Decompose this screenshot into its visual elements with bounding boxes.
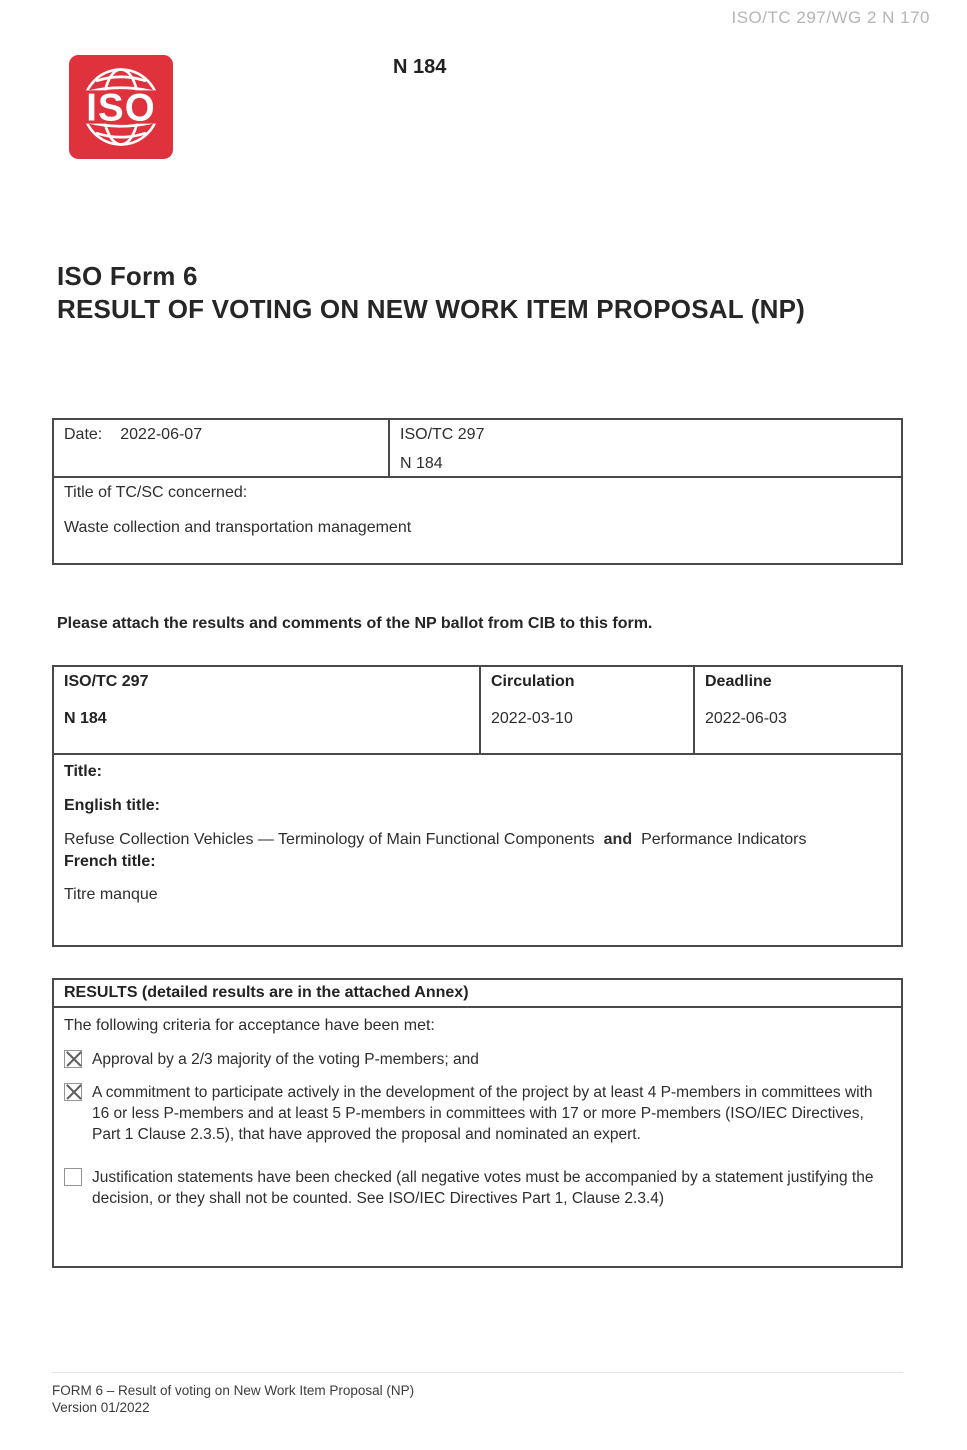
footer: [52, 1382, 414, 1416]
iso-logo: [64, 55, 178, 159]
tc-title-label: Title of TC/SC concerned:: [64, 484, 248, 501]
circulation-cell: [481, 667, 695, 753]
english-title-value: Refuse Collection Vehicles — Terminology of Main Functional Components and Performance Indicators: [64, 831, 807, 848]
justification-checkbox[interactable]: [64, 1168, 82, 1186]
date-value: 2022-06-07: [120, 426, 203, 443]
criterion-text: Justification statements have been checked (all negative votes must be accompanied by a statement justifying the decision, or they shall not be counted. See ISO/IEC Directives Part 1, Clause 2.3.4): [92, 1169, 874, 1207]
document-reference: ISO/TC 297/WG 2 N 170: [731, 8, 930, 27]
form-name: ISO Form 6: [57, 261, 198, 291]
french-title-label: French title:: [64, 853, 156, 870]
date-label: Date:: [64, 426, 103, 443]
english-title-label: English title:: [64, 797, 160, 814]
english-title-and: and: [603, 831, 633, 848]
ballot-committee: ISO/TC 297: [64, 673, 149, 690]
titles-cell: [54, 755, 901, 945]
criterion-text: Approval by a 2/3 majority of the voting P-members; and: [92, 1051, 479, 1068]
commitment-checkbox[interactable]: [64, 1083, 82, 1101]
circulation-label: Circulation: [491, 673, 575, 690]
ballot-committee-cell: [54, 667, 481, 753]
deadline-cell: [695, 667, 901, 753]
criterion-text: A commitment to participate actively in the development of the project by at least 4 P-members in committees with 16 or less P-members and at least 5 P-members in committees with 17 or more P-members (ISO/IEC Directives, Part 1 Clause 2.3.5), that have approved the proposal and nominated an expert.: [92, 1084, 873, 1143]
committee-ref-cell: [390, 420, 901, 476]
date-cell: [54, 420, 390, 476]
deadline-label: Deadline: [705, 673, 772, 690]
results-table: [52, 978, 903, 1268]
criterion-commitment: [64, 1082, 891, 1145]
french-title-value: Titre manque: [64, 886, 158, 903]
title-label: Title:: [64, 763, 102, 780]
info-table: [52, 418, 903, 565]
committee-name: ISO/TC 297: [400, 426, 485, 443]
footer-form-name: FORM 6 – Result of voting on New Work Item Proposal (NP): [52, 1383, 415, 1398]
results-header: RESULTS (detailed results are in the attached Annex): [54, 980, 901, 1008]
document-number: N 184: [400, 455, 443, 472]
iso-logo-icon: [64, 55, 178, 159]
approval-checkbox[interactable]: [64, 1050, 82, 1068]
document-number-top: N 184: [393, 56, 447, 78]
criterion-approval: [64, 1049, 891, 1070]
criteria-list: [64, 1049, 891, 1209]
tc-title-value: Waste collection and transportation management: [64, 519, 412, 536]
deadline-date: 2022-06-03: [705, 710, 787, 727]
svg-text:ISO: ISO: [86, 86, 156, 130]
criterion-justification: [64, 1167, 891, 1209]
footer-version: Version 01/2022: [52, 1400, 150, 1415]
circulation-date: 2022-03-10: [491, 710, 573, 727]
attach-instruction: Please attach the results and comments of the NP ballot from CIB to this form.: [57, 615, 653, 632]
form-title: RESULT OF VOTING ON NEW WORK ITEM PROPOSAL (NP): [57, 294, 805, 324]
ballot-table: [52, 665, 903, 947]
results-body: [54, 1008, 901, 1266]
footer-divider: [52, 1372, 903, 1373]
tc-title-cell: [54, 478, 901, 563]
ballot-doc-number: N 184: [64, 710, 107, 727]
form-title-block: [57, 260, 917, 326]
results-intro: The following criteria for acceptance have been met:: [64, 1017, 435, 1034]
